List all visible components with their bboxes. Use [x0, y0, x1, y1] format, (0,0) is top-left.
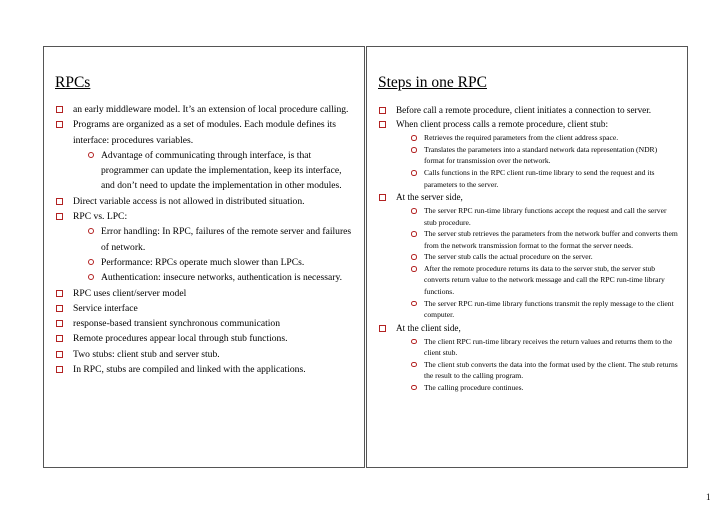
bullet-text: Remote procedures appear local through stub functions. — [73, 333, 288, 345]
list-item — [55, 117, 354, 193]
sub-list-item — [88, 148, 354, 194]
list-item — [55, 362, 354, 377]
list-item — [55, 209, 354, 285]
sub-list-item — [411, 167, 679, 190]
sub-list — [396, 336, 679, 393]
circle-bullet-icon — [411, 339, 417, 345]
circle-bullet-icon — [411, 362, 417, 368]
circle-bullet-icon — [411, 147, 417, 153]
list-item — [55, 102, 354, 117]
sub-list — [73, 224, 354, 285]
square-bullet-icon — [56, 198, 63, 205]
slide-title: RPCs — [55, 74, 91, 91]
sub-bullet-text: Authentication: insecure networks, authentication is necessary. — [101, 272, 343, 284]
list-item — [55, 331, 354, 346]
slide-title: Steps in one RPC — [378, 74, 487, 91]
square-bullet-icon — [379, 325, 386, 332]
slide-rpcs — [43, 46, 365, 468]
sub-bullet-text: The server stub calls the actual procedure on the server. — [424, 252, 593, 262]
list-item — [55, 194, 354, 209]
sub-bullet-text: Advantage of communicating through interface, is that programmer can update the implementation, keep its interface, and don’t need to update the implementation in other modules. — [101, 149, 342, 192]
bullet-text: RPC uses client/server model — [73, 287, 187, 299]
sub-list-item — [411, 132, 679, 143]
bullet-text: In RPC, stubs are compiled and linked with the applications. — [73, 364, 306, 376]
sub-bullet-text: The server stub retrieves the parameters from the network buffer and converts them from the network transmission format to the format the server needs. — [424, 229, 678, 250]
list-item — [378, 103, 679, 117]
bullet-text: Service interface — [73, 302, 138, 314]
sub-bullet-text: After the remote procedure returns its data to the server stub, the server stub converts return value to the network message and call the RPC run-time library functions. — [424, 264, 665, 296]
square-bullet-icon — [56, 213, 63, 220]
slide-steps-in-one-rpc — [366, 46, 688, 468]
list-item — [55, 301, 354, 316]
sub-list-item — [411, 336, 679, 359]
list-item — [55, 316, 354, 331]
bullet-text: Programs are organized as a set of modules. Each module defines its interface: procedures variables. — [73, 119, 337, 146]
square-bullet-icon — [56, 366, 63, 373]
circle-bullet-icon — [411, 135, 417, 141]
circle-bullet-icon — [88, 259, 94, 265]
sub-list-item — [411, 228, 679, 251]
sub-bullet-text: The client stub converts the data into the format used by the client. The stub returns the result to the calling program. — [424, 359, 678, 380]
square-bullet-icon — [379, 121, 386, 128]
circle-bullet-icon — [411, 266, 417, 272]
sub-list-item — [411, 205, 679, 228]
list-item — [378, 321, 679, 393]
bullet-text: Before call a remote procedure, client initiates a connection to server. — [396, 104, 652, 115]
square-bullet-icon — [56, 290, 63, 297]
sub-list-item — [411, 144, 679, 167]
page-number: 1 — [706, 492, 711, 502]
sub-list-item — [411, 298, 679, 321]
bullet-text: an early middleware model. It’s an extension of local procedure calling. — [73, 104, 349, 115]
list-item — [378, 117, 679, 189]
bullet-text: response-based transient synchronous communication — [73, 318, 281, 330]
circle-bullet-icon — [411, 208, 417, 214]
sub-bullet-text: Performance: RPCs operate much slower than LPCs. — [101, 256, 305, 268]
sub-list-item — [411, 263, 679, 297]
sub-list-item — [411, 251, 679, 262]
sub-list-item — [411, 382, 679, 393]
square-bullet-icon — [56, 320, 63, 327]
square-bullet-icon — [379, 194, 386, 201]
square-bullet-icon — [56, 121, 63, 128]
circle-bullet-icon — [411, 231, 417, 237]
sub-bullet-text: The calling procedure continues. — [424, 382, 524, 392]
sub-list-item — [88, 255, 354, 270]
sub-list-item — [411, 359, 679, 382]
sub-bullet-text: Calls functions in the RPC client run-time library to send the request and its parameters to the server. — [424, 168, 655, 189]
square-bullet-icon — [56, 335, 63, 342]
sub-bullet-text: The server RPC run-time library functions accept the request and call the server stub procedure. — [424, 206, 667, 227]
circle-bullet-icon — [88, 152, 94, 158]
sub-list — [396, 132, 679, 189]
circle-bullet-icon — [411, 301, 417, 307]
bullet-list — [55, 102, 354, 377]
circle-bullet-icon — [88, 228, 94, 234]
sub-bullet-text: The server RPC run-time library functions transmit the reply message to the client computer. — [424, 298, 674, 319]
bullet-text: Two stubs: client stub and server stub. — [73, 348, 220, 360]
square-bullet-icon — [56, 351, 63, 358]
circle-bullet-icon — [411, 254, 417, 260]
bullet-text: When client process calls a remote procedure, client stub: — [396, 119, 608, 130]
sub-list-item — [88, 224, 354, 255]
circle-bullet-icon — [88, 274, 94, 280]
list-item — [55, 286, 354, 301]
square-bullet-icon — [379, 107, 386, 114]
sub-list — [73, 148, 354, 194]
list-item — [55, 347, 354, 362]
sub-bullet-text: The client RPC run-time library receives the return values and returns them to the client stub. — [424, 336, 673, 357]
bullet-text: At the server side, — [396, 192, 463, 203]
sub-bullet-text: Translates the parameters into a standard network data representation (NDR) format for transmission over the network. — [424, 145, 658, 166]
circle-bullet-icon — [411, 385, 417, 391]
sub-bullet-text: Error handling: In RPC, failures of the remote server and failures of network. — [101, 226, 352, 253]
sub-list — [396, 205, 679, 320]
sub-list-item — [88, 270, 354, 285]
circle-bullet-icon — [411, 170, 417, 176]
bullet-list — [378, 102, 679, 393]
square-bullet-icon — [56, 106, 63, 113]
bullet-text: RPC vs. LPC: — [73, 211, 128, 223]
bullet-text: Direct variable access is not allowed in distributed situation. — [73, 195, 305, 207]
sub-bullet-text: Retrieves the required parameters from the client address space. — [424, 133, 619, 143]
bullet-text: At the client side, — [396, 322, 461, 333]
square-bullet-icon — [56, 305, 63, 312]
list-item — [378, 190, 679, 320]
